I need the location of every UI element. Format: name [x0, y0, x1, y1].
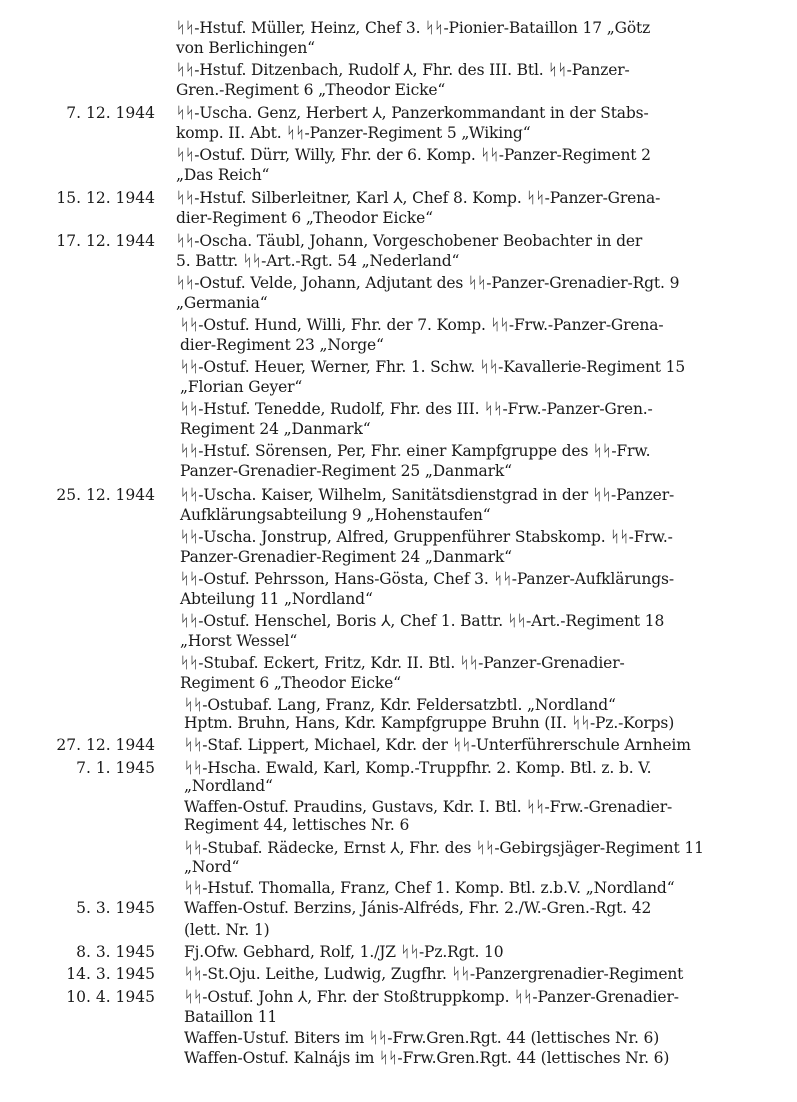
entry-text: Abteilung 11 „Nordland“: [180, 590, 373, 608]
entry-text: „Florian Geyer“: [180, 378, 303, 396]
entry-text: ᛋᛋ-Stubaf. Eckert, Fritz, Kdr. II. Btl. ᛋᛋ-Panzer-Grenadier-: [180, 654, 625, 672]
entry-text: ᛋᛋ-Uscha. Genz, Herbert ⅄, Panzerkommandant in der Stabs-: [176, 104, 649, 122]
entry-text: ᛋᛋ-Uscha. Jonstrup, Alfred, Gruppenführer Stabskomp. ᛋᛋ-Frw.-: [180, 528, 673, 546]
entry-text: ᛋᛋ-Staf. Lippert, Michael, Kdr. der ᛋᛋ-Unterführerschule Arnheim: [184, 736, 691, 754]
entry-text: ᛋᛋ-Ostuf. Hund, Willi, Fhr. der 7. Komp. ᛋᛋ-Frw.-Panzer-Grena-: [180, 316, 664, 334]
entry-text: Regiment 24 „Danmark“: [180, 420, 371, 438]
entry-date: 5. 3. 1945: [76, 899, 155, 917]
entry-date: 7. 1. 1945: [76, 759, 155, 777]
entry-text: Panzer-Grenadier-Regiment 24 „Danmark“: [180, 548, 512, 566]
entry-text: ᛋᛋ-Uscha. Kaiser, Wilhelm, Sanitätsdienstgrad in der ᛋᛋ-Panzer-: [180, 486, 675, 504]
entry-text: ᛋᛋ-Ostuf. John ⅄, Fhr. der Stoßtruppkomp. ᛋᛋ-Panzer-Grenadier-: [184, 988, 679, 1006]
entry-text: Fj.Ofw. Gebhard, Rolf, 1./JZ ᛋᛋ-Pz.Rgt. 10: [184, 943, 504, 961]
entry-text: Waffen-Ustuf. Biters im ᛋᛋ-Frw.Gren.Rgt. 44 (lettisches Nr. 6): [184, 1029, 660, 1047]
entry-text: ᛋᛋ-Hstuf. Thomalla, Franz, Chef 1. Komp. Btl. z.b.V. „Nordland“: [184, 879, 675, 897]
entry-text: „Nordland“: [184, 777, 273, 795]
entry-text: ᛋᛋ-Ostuf. Velde, Johann, Adjutant des ᛋᛋ-Panzer-Grenadier-Rgt. 9: [176, 274, 680, 292]
entry-text: ᛋᛋ-Ostuf. Henschel, Boris ⅄, Chef 1. Battr. ᛋᛋ-Art.-Regiment 18: [180, 612, 665, 630]
entry-text: dier-Regiment 6 „Theodor Eicke“: [176, 209, 433, 227]
entry-date: 7. 12. 1944: [66, 104, 155, 122]
entry-text: ᛋᛋ-Hstuf. Silberleitner, Karl ⅄, Chef 8. Komp. ᛋᛋ-Panzer-Grena-: [176, 189, 661, 207]
entry-date: 27. 12. 1944: [56, 736, 155, 754]
entry-text: Regiment 44, lettisches Nr. 6: [184, 816, 410, 834]
entry-text: Waffen-Ostuf. Berzins, Jánis-Alfréds, Fhr. 2./W.-Gren.-Rgt. 42: [184, 899, 652, 917]
entry-text: komp. II. Abt. ᛋᛋ-Panzer-Regiment 5 „Wiking“: [176, 124, 531, 142]
entry-text: „Germania“: [176, 294, 268, 312]
entry-text: Waffen-Ostuf. Kalnájs im ᛋᛋ-Frw.Gren.Rgt. 44 (lettisches Nr. 6): [184, 1049, 670, 1067]
entry-text: Hptm. Bruhn, Hans, Kdr. Kampfgruppe Bruhn (II. ᛋᛋ-Pz.-Korps): [184, 714, 675, 732]
entry-text: „Horst Wessel“: [180, 632, 298, 650]
entry-text: ᛋᛋ-Hstuf. Sörensen, Per, Fhr. einer Kampfgruppe des ᛋᛋ-Frw.: [180, 442, 651, 460]
entry-text: Waffen-Ostuf. Praudins, Gustavs, Kdr. I. Btl. ᛋᛋ-Frw.-Grenadier-: [184, 798, 673, 816]
entry-text: ᛋᛋ-Hstuf. Ditzenbach, Rudolf ⅄, Fhr. des III. Btl. ᛋᛋ-Panzer-: [176, 61, 630, 79]
entry-date: 25. 12. 1944: [56, 486, 155, 504]
entry-text: ᛋᛋ-Stubaf. Rädecke, Ernst ⅄, Fhr. des ᛋᛋ-Gebirgsjäger-Regiment 11: [184, 839, 704, 857]
entry-date: 8. 3. 1945: [76, 943, 155, 961]
entry-text: (lett. Nr. 1): [184, 921, 270, 939]
entry-text: von Berlichingen“: [176, 39, 315, 57]
entry-text: ᛋᛋ-Ostuf. Pehrsson, Hans-Gösta, Chef 3. ᛋᛋ-Panzer-Aufklärungs-: [180, 570, 674, 588]
entry-text: „Das Reich“: [176, 166, 270, 184]
entry-text: Bataillon 11: [184, 1008, 278, 1026]
entry-text: Panzer-Grenadier-Regiment 25 „Danmark“: [180, 462, 512, 480]
entry-text: 5. Battr. ᛋᛋ-Art.-Rgt. 54 „Nederland“: [176, 252, 460, 270]
entry-text: Aufklärungsabteilung 9 „Hohenstaufen“: [180, 506, 491, 524]
entry-text: ᛋᛋ-Ostuf. Heuer, Werner, Fhr. 1. Schw. ᛋᛋ-Kavallerie-Regiment 15: [180, 358, 686, 376]
entry-text: ᛋᛋ-Hstuf. Müller, Heinz, Chef 3. ᛋᛋ-Pionier-Bataillon 17 „Götz: [176, 19, 651, 37]
entry-date: 14. 3. 1945: [66, 965, 155, 983]
entry-text: ᛋᛋ-Hscha. Ewald, Karl, Komp.-Truppfhr. 2. Komp. Btl. z. b. V.: [184, 759, 652, 777]
entry-text: „Nord“: [184, 858, 240, 876]
entry-text: ᛋᛋ-Ostubaf. Lang, Franz, Kdr. Feldersatzbtl. „Nordland“: [184, 696, 616, 714]
entry-text: ᛋᛋ-Hstuf. Tenedde, Rudolf, Fhr. des III. ᛋᛋ-Frw.-Panzer-Gren.-: [180, 400, 653, 418]
entry-text: dier-Regiment 23 „Norge“: [180, 336, 384, 354]
entry-text: Gren.-Regiment 6 „Theodor Eicke“: [176, 81, 446, 99]
entry-date: 17. 12. 1944: [56, 232, 155, 250]
entry-date: 10. 4. 1945: [66, 988, 155, 1006]
entry-text: Regiment 6 „Theodor Eicke“: [180, 674, 401, 692]
entry-text: ᛋᛋ-Oscha. Täubl, Johann, Vorgeschobener Beobachter in der: [176, 232, 643, 250]
entry-text: ᛋᛋ-Ostuf. Dürr, Willy, Fhr. der 6. Komp. ᛋᛋ-Panzer-Regiment 2: [176, 146, 651, 164]
entry-date: 15. 12. 1944: [56, 189, 155, 207]
entry-text: ᛋᛋ-St.Oju. Leithe, Ludwig, Zugfhr. ᛋᛋ-Panzergrenadier-Regiment: [184, 965, 684, 983]
